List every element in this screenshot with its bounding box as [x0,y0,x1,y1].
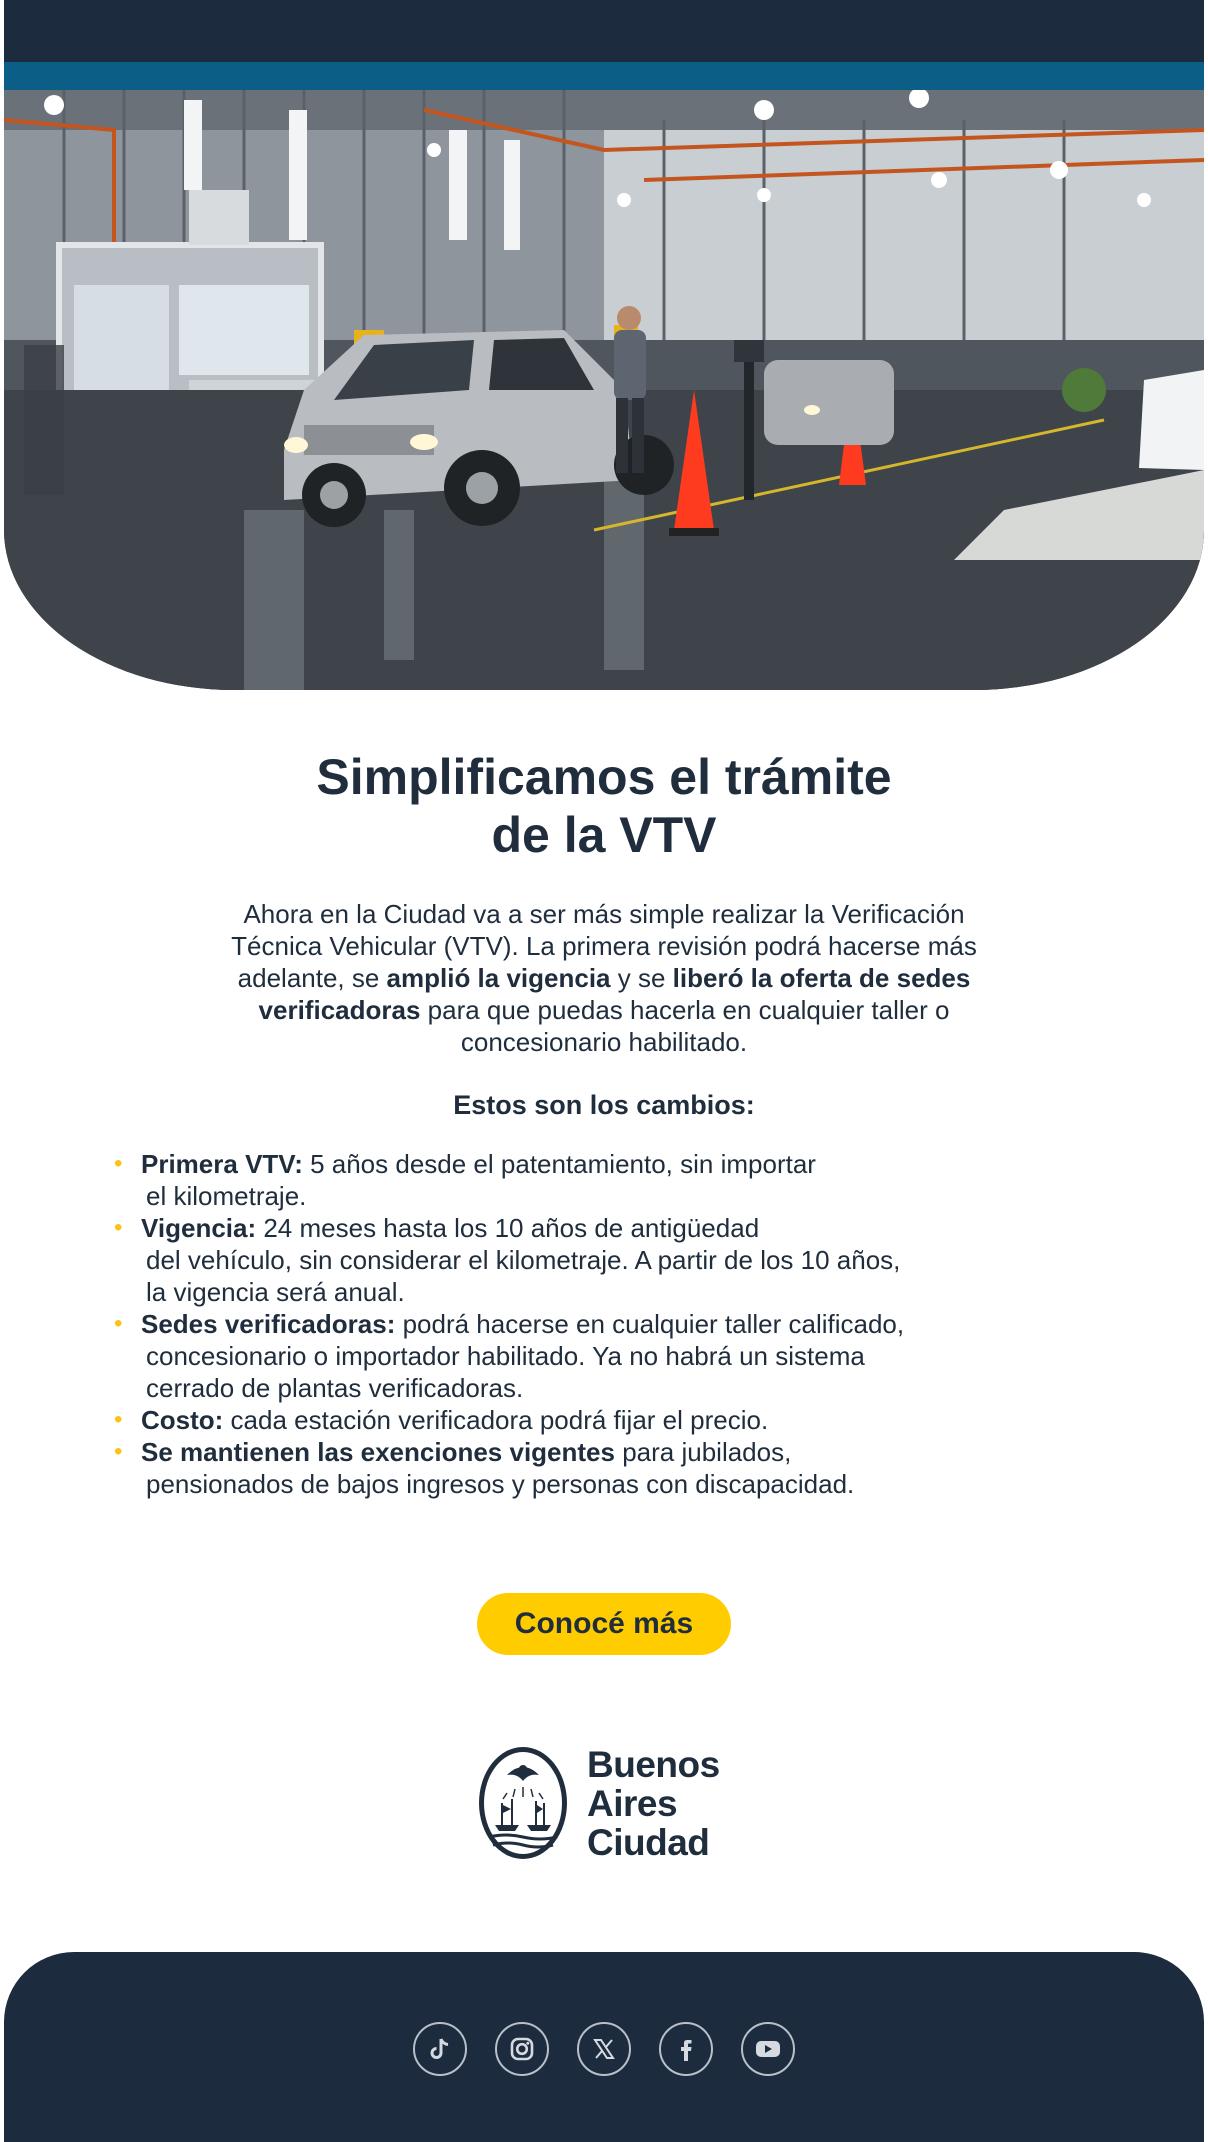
list-item-sedes [110,1308,1070,1404]
bullet-icon: • [114,1214,123,1241]
instagram-icon[interactable] [495,2022,549,2076]
item-text: del vehículo, sin considerar el kilometraje. A partir de los 10 años, [146,1245,901,1275]
item-label: Primera VTV: [141,1149,303,1179]
conoce-mas-button[interactable]: Conocé más [477,1593,731,1655]
item-text: cerrado de plantas verificadoras. [146,1373,524,1403]
item-text: 24 meses hasta los 10 años de antigüedad [256,1213,760,1243]
buenos-aires-ciudad-logo[interactable] [477,1745,737,1865]
item-text: cada estación verificadora podrá fijar el precio. [223,1405,769,1435]
social-links [4,2022,1204,2076]
item-label: Costo: [141,1405,224,1435]
email-frame [4,0,1204,2142]
list-item-vigencia [110,1212,1070,1308]
bullet-icon: • [114,1310,123,1337]
logo-line-1: Buenos [587,1744,720,1785]
title-line-1: Simplificamos el trámite [316,749,892,805]
logo-wordmark [587,1745,720,1862]
item-text: pensionados de bajos ingresos y personas con discapacidad. [146,1469,855,1499]
intro-text-1: Ahora en la Ciudad va a ser más simple realizar la Verificación Técnica Vehicular (VTV). La primera revisión podrá hacerse más adelante, se [231,899,977,993]
hero-image [4,90,1204,690]
item-text: la vigencia será anual. [146,1277,405,1307]
item-label: Sedes verificadoras: [141,1309,396,1339]
item-text: el kilometraje. [146,1181,307,1211]
changes-list [110,1148,1070,1500]
intro-text-2: y se [610,963,673,993]
tiktok-icon[interactable] [413,2022,467,2076]
accent-bar [4,62,1204,90]
city-seal-icon [477,1745,569,1861]
hero-illustration [4,90,1204,690]
page-title [4,748,1204,864]
list-item-primera-vtv [110,1148,1070,1212]
intro-paragraph [204,898,1004,1058]
bullet-icon: • [114,1150,123,1177]
logo-line-3: Ciudad [587,1822,710,1863]
intro-text-3: para que puedas hacerla en cualquier taller o concesionario habilitado. [420,995,950,1057]
intro-bold-vigencia: amplió la vigencia [386,963,611,993]
facebook-icon[interactable] [659,2022,713,2076]
item-label: Vigencia: [141,1213,257,1243]
title-line-2: de la VTV [491,807,717,863]
bullet-icon: • [114,1406,123,1433]
item-text: 5 años desde el patentamiento, sin importar [302,1149,816,1179]
item-text: para jubilados, [614,1437,792,1467]
intro-bold-sedes: liberó la oferta de sedes verificadoras [258,963,971,1025]
list-item-costo [110,1404,1070,1436]
list-item-exenciones [110,1436,1070,1500]
footer [4,1952,1204,2142]
item-label: Se mantienen las exenciones vigentes [141,1437,615,1467]
item-text: concesionario o importador habilitado. Ya no habrá un sistema [146,1341,865,1371]
youtube-icon[interactable] [741,2022,795,2076]
x-icon[interactable] [577,2022,631,2076]
top-bar [4,0,1204,62]
item-text: podrá hacerse en cualquier taller calificado, [395,1309,905,1339]
bullet-icon: • [114,1438,123,1465]
logo-line-2: Aires [587,1783,678,1824]
changes-heading: Estos son los cambios: [453,1090,755,1120]
